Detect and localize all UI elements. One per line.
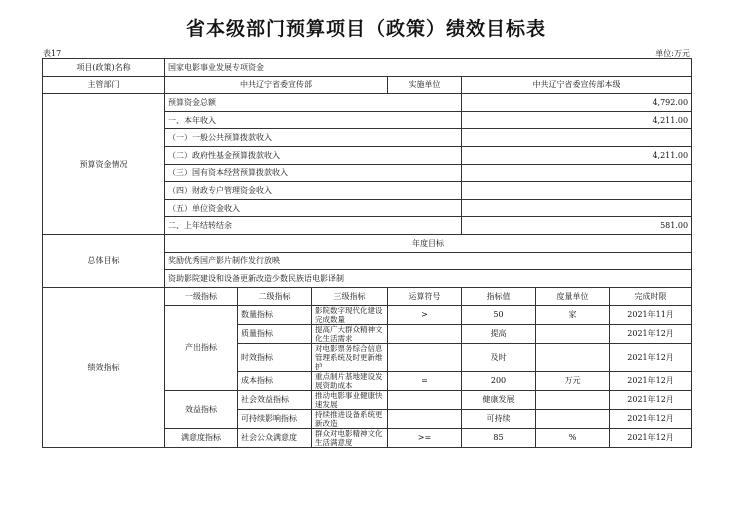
level3-header: 三级指标: [312, 287, 388, 305]
level2-indicator: 成本指标: [238, 371, 312, 390]
department-row: [43, 76, 692, 94]
dept-label: 主管部门: [43, 76, 165, 94]
deadline: 2021年12月: [610, 324, 692, 343]
fund-row: [43, 94, 692, 112]
measure-unit: [536, 343, 610, 371]
goals-year-header: 年度目标: [165, 234, 692, 252]
indicator-value: 85: [462, 428, 536, 447]
fund-item-name: （五）单位资金收入: [165, 199, 462, 217]
fund-item-name: 二、上年结转结余: [165, 217, 462, 235]
deadline: 2021年11月: [610, 305, 692, 324]
fund-item-value: [462, 182, 692, 200]
goal-text: 资助影院建设和设备更新改造少数民族语电影译制: [165, 270, 692, 288]
level3-indicator: 重点制片基地建设发展资助成本: [312, 371, 388, 390]
perf-label: 绩效指标: [43, 287, 165, 447]
deadline: 2021年12月: [610, 371, 692, 390]
level1-indicator: 产出指标: [165, 305, 238, 390]
deadline: 2021年12月: [610, 390, 692, 409]
deadline: 2021年12月: [610, 343, 692, 371]
operator: [388, 343, 462, 371]
table-number: 表17: [43, 49, 62, 58]
operator: >: [388, 305, 462, 324]
level2-indicator: 社会效益指标: [238, 390, 312, 409]
measure-unit: %: [536, 428, 610, 447]
unit-label: 单位:万元: [655, 49, 690, 58]
dept-value: 中共辽宁省委宣传部: [165, 76, 388, 94]
page-title: 省本级部门预算项目（政策）绩效目标表: [185, 18, 546, 40]
goals-label: 总体目标: [43, 234, 165, 287]
level1-header: 一级指标: [165, 287, 238, 305]
measure-unit: 万元: [536, 371, 610, 390]
funds-label: 预算资金情况: [43, 94, 165, 235]
level3-indicator: 对电影票务综合信息管理系统及时更新维护: [312, 343, 388, 371]
level3-indicator: 影院数字现代化建设完成数量: [312, 305, 388, 324]
operator: >=: [388, 428, 462, 447]
impl-value: 中共辽宁省委宣传部本级: [462, 76, 692, 94]
level1-indicator: 满意度指标: [165, 428, 238, 447]
level2-indicator: 时效指标: [238, 343, 312, 371]
level3-indicator: 群众对电影精神文化生活满意度: [312, 428, 388, 447]
deadline-header: 完成时限: [610, 287, 692, 305]
operator-header: 运算符号: [388, 287, 462, 305]
level3-indicator: 持续推进设备系统更新改造: [312, 409, 388, 428]
indicator-value: 健康发展: [462, 390, 536, 409]
project-row: [43, 59, 692, 77]
fund-item-value: 4,211.00: [462, 111, 692, 129]
deadline: 2021年12月: [610, 409, 692, 428]
indicator-value: 提高: [462, 324, 536, 343]
fund-item-value: 4,211.00: [462, 146, 692, 164]
fund-item-name: （一）一般公共预算拨款收入: [165, 129, 462, 147]
perf-header-row: [43, 287, 692, 305]
fund-item-value: 581.00: [462, 217, 692, 235]
indicator-value: 200: [462, 371, 536, 390]
level2-indicator: 社会公众满意度: [238, 428, 312, 447]
measure-unit: [536, 324, 610, 343]
goals-header-row: [43, 234, 692, 252]
fund-item-name: （三）国有资本经营预算拨款收入: [165, 164, 462, 182]
unit-header: 度量单位: [536, 287, 610, 305]
project-value: 国家电影事业发展专项资金: [165, 59, 692, 77]
indicator-value: 50: [462, 305, 536, 324]
level3-indicator: 推动电影事业健康快速发展: [312, 390, 388, 409]
indicator-value: 可持续: [462, 409, 536, 428]
fund-item-name: 一、本年收入: [165, 111, 462, 129]
operator: [388, 324, 462, 343]
fund-item-value: 4,792.00: [462, 94, 692, 112]
fund-item-name: （二）政府性基金预算拨款收入: [165, 146, 462, 164]
goal-text: 奖励优秀国产影片制作发行放映: [165, 252, 692, 270]
fund-item-value: [462, 199, 692, 217]
value-header: 指标值: [462, 287, 536, 305]
measure-unit: [536, 390, 610, 409]
level1-indicator: 效益指标: [165, 390, 238, 428]
operator: =: [388, 371, 462, 390]
operator: [388, 390, 462, 409]
operator: [388, 409, 462, 428]
performance-target-table: [42, 58, 692, 448]
fund-item-name: 预算资金总额: [165, 94, 462, 112]
level2-indicator: 可持续影响指标: [238, 409, 312, 428]
project-label: 项目(政策)名称: [43, 59, 165, 77]
measure-unit: [536, 409, 610, 428]
fund-item-value: [462, 164, 692, 182]
impl-label: 实施单位: [388, 76, 462, 94]
level3-indicator: 提高广大群众精神文化生活需求: [312, 324, 388, 343]
level2-indicator: 数量指标: [238, 305, 312, 324]
level2-indicator: 质量指标: [238, 324, 312, 343]
fund-item-name: （四）财政专户管理资金收入: [165, 182, 462, 200]
indicator-value: 及时: [462, 343, 536, 371]
deadline: 2021年12月: [610, 428, 692, 447]
measure-unit: 家: [536, 305, 610, 324]
fund-item-value: [462, 129, 692, 147]
level2-header: 二级指标: [238, 287, 312, 305]
